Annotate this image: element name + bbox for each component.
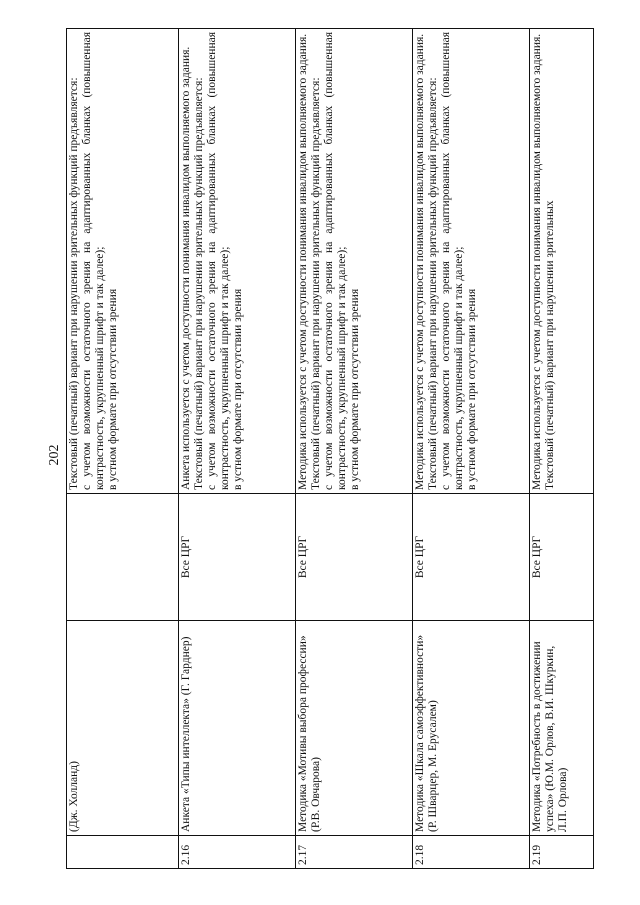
description-line: Анкета используется с учетом доступности понимания инвалидом выполняемого задания. <box>180 46 192 490</box>
method-description <box>296 29 413 494</box>
method-name: Методика «Мотивы выбора профессии» (Р.В. Овчарова) <box>296 621 413 836</box>
target-group: Все ЦРГ <box>413 494 530 621</box>
method-description <box>413 29 530 494</box>
description-line: Методика используется с учетом доступности понимания инвалидом выполняемого задания. <box>414 33 426 490</box>
table-row <box>413 29 530 869</box>
description-line: с учетом возможности остаточного зрения на адаптированных бланках (повышенная контрастность, укрупненный шрифт и так далее); <box>81 32 106 490</box>
target-group: Все ЦРГ <box>179 494 296 621</box>
row-number: 2.18 <box>413 836 530 869</box>
description-line: в устном формате при отсутствии зрения <box>349 288 361 490</box>
description-line: Текстовый (печатный) вариант при нарушении зрительных функций предъявляется: <box>193 77 205 490</box>
method-name: Методика «Шкала самоэффективности» (Р. Шварцер, М. Ерусалем) <box>413 621 530 836</box>
target-group: Все ЦРГ <box>530 494 594 621</box>
page-number: 202 <box>47 444 62 466</box>
row-number: 2.16 <box>179 836 296 869</box>
method-name: Методика «Потребность в достижении успеха» (Ю.М. Орлов, В.И. Шкуркин, Л.П. Орлова) <box>530 621 594 836</box>
description-line: в устном формате при отсутствии зрения <box>232 288 244 490</box>
description-line: в устном формате при отсутствии зрения <box>466 288 478 490</box>
description-line: Методика используется с учетом доступности понимания инвалидом выполняемого задания. <box>531 33 543 490</box>
description-line: Методика используется с учетом доступности понимания инвалидом выполняемого задания. <box>297 33 309 490</box>
rotated-table-wrapper <box>66 28 594 869</box>
description-line: Текстовый (печатный) вариант при нарушении зрительных функций предъявляется: <box>427 77 439 490</box>
method-description <box>67 29 179 494</box>
table-row <box>179 29 296 869</box>
table-row <box>296 29 413 869</box>
description-line: с учетом возможности остаточного зрения на адаптированных бланках (повышенная контрастность, укрупненный шрифт и так далее); <box>206 32 231 490</box>
row-number <box>67 836 179 869</box>
methods-table <box>66 28 594 869</box>
description-line: с учетом возможности остаточного зрения на адаптированных бланках (повышенная контрастность, укрупненный шрифт и так далее); <box>323 32 348 490</box>
description-line: с учетом возможности остаточного зрения на адаптированных бланках (повышенная контрастность, укрупненный шрифт и так далее); <box>440 32 465 490</box>
table-row <box>67 29 179 869</box>
method-name: Анкета «Типы интеллекта» (Г. Гарднер) <box>179 621 296 836</box>
row-number: 2.17 <box>296 836 413 869</box>
method-description <box>179 29 296 494</box>
target-group <box>67 494 179 621</box>
target-group: Все ЦРГ <box>296 494 413 621</box>
description-line: в устном формате при отсутствии зрения <box>107 288 119 490</box>
method-name: (Дж. Холланд) <box>67 621 179 836</box>
description-line: Текстовый (печатный) вариант при нарушении зрительных функций предъявляется: <box>310 77 322 490</box>
table-row <box>530 29 594 869</box>
method-description <box>530 29 594 494</box>
description-line: Текстовый (печатный) вариант при нарушении зрительных функций предъявляется: <box>68 77 80 490</box>
description-line: Текстовый (печатный) вариант при нарушении зрительных <box>544 200 556 490</box>
row-number: 2.19 <box>530 836 594 869</box>
